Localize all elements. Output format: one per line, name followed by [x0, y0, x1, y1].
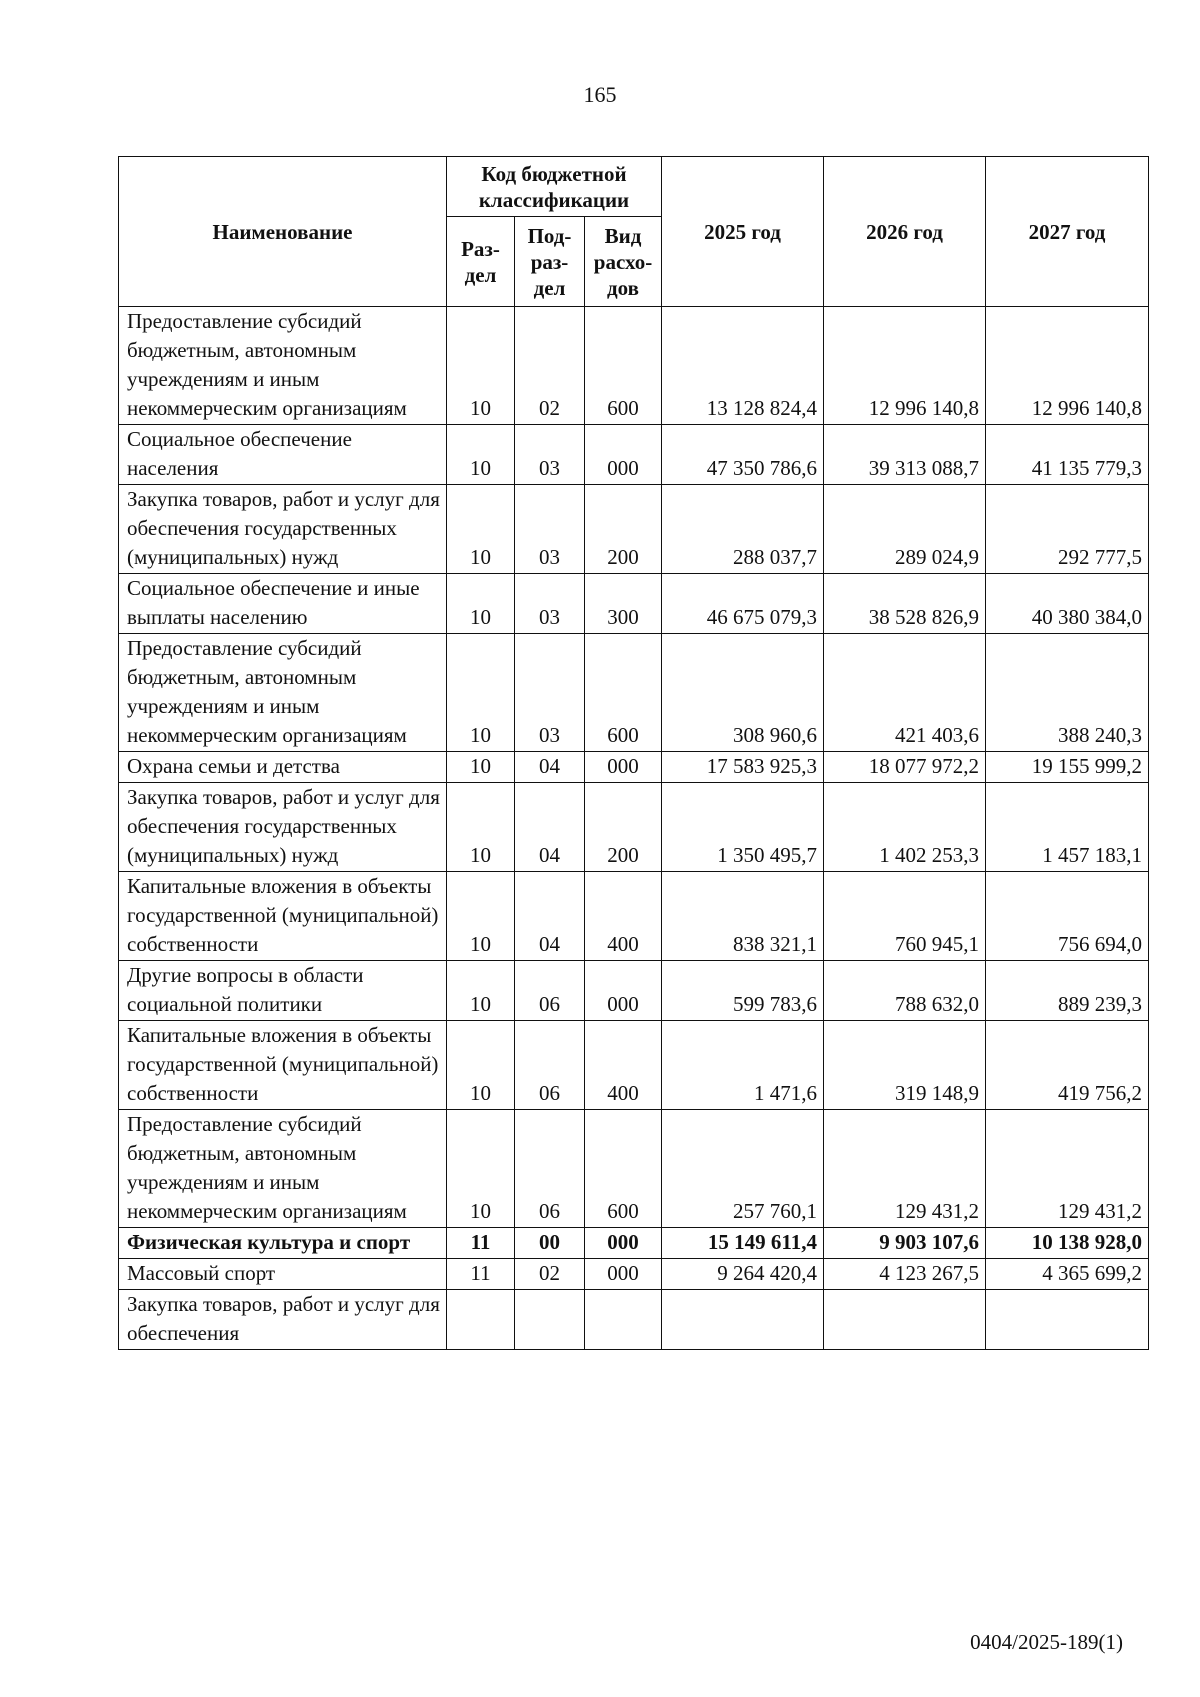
- cell-2026: 1 402 253,3: [824, 783, 986, 872]
- header-name: Наименование: [119, 157, 447, 307]
- cell-expense-type: 600: [585, 1110, 662, 1228]
- cell-2026: 39 313 088,7: [824, 425, 986, 485]
- cell-2025: 9 264 420,4: [662, 1259, 824, 1290]
- cell-section: 10: [447, 634, 515, 752]
- table-row: [119, 1259, 1149, 1290]
- table-row: [119, 872, 1149, 961]
- cell-2026: 9 903 107,6: [824, 1228, 986, 1259]
- cell-2027: 292 777,5: [986, 485, 1149, 574]
- cell-2026: [824, 1290, 986, 1350]
- cell-2026: 289 024,9: [824, 485, 986, 574]
- header-code-group: Код бюджетной классификации: [447, 157, 662, 217]
- cell-expense-type: 000: [585, 961, 662, 1021]
- header-expense-type: Вид расхо-дов: [585, 217, 662, 307]
- cell-2025: 15 149 611,4: [662, 1228, 824, 1259]
- cell-section: 11: [447, 1259, 515, 1290]
- cell-name: Охрана семьи и детства: [119, 752, 447, 783]
- cell-2025: 257 760,1: [662, 1110, 824, 1228]
- header-section: Раз-дел: [447, 217, 515, 307]
- cell-2027: 419 756,2: [986, 1021, 1149, 1110]
- header-year-2025: 2025 год: [662, 157, 824, 307]
- table-row: [119, 1290, 1149, 1350]
- cell-subsection: 06: [515, 961, 585, 1021]
- cell-expense-type: 300: [585, 574, 662, 634]
- table-row: [119, 1110, 1149, 1228]
- cell-2025: 838 321,1: [662, 872, 824, 961]
- cell-expense-type: 600: [585, 307, 662, 425]
- cell-2027: 1 457 183,1: [986, 783, 1149, 872]
- table-row: [119, 961, 1149, 1021]
- cell-subsection: 06: [515, 1110, 585, 1228]
- cell-2026: 421 403,6: [824, 634, 986, 752]
- cell-expense-type: 000: [585, 1259, 662, 1290]
- cell-name: Массовый спорт: [119, 1259, 447, 1290]
- cell-name: Социальное обеспечение и иные выплаты населению: [119, 574, 447, 634]
- cell-expense-type: 400: [585, 872, 662, 961]
- cell-subsection: 04: [515, 872, 585, 961]
- cell-2025: 47 350 786,6: [662, 425, 824, 485]
- cell-2025: 288 037,7: [662, 485, 824, 574]
- table-row: [119, 752, 1149, 783]
- cell-section: 10: [447, 574, 515, 634]
- cell-2027: 10 138 928,0: [986, 1228, 1149, 1259]
- cell-2025: [662, 1290, 824, 1350]
- budget-table: [118, 156, 1149, 1350]
- cell-2025: 308 960,6: [662, 634, 824, 752]
- cell-name: Физическая культура и спорт: [119, 1228, 447, 1259]
- cell-subsection: 03: [515, 485, 585, 574]
- cell-subsection: 00: [515, 1228, 585, 1259]
- cell-2027: 388 240,3: [986, 634, 1149, 752]
- cell-2025: 599 783,6: [662, 961, 824, 1021]
- cell-name: Капитальные вложения в объекты государственной (муниципальной) собственности: [119, 1021, 447, 1110]
- table-body: [119, 307, 1149, 1350]
- cell-section: 10: [447, 1110, 515, 1228]
- header-year-2026: 2026 год: [824, 157, 986, 307]
- footer-document-code: 0404/2025-189(1): [970, 1630, 1123, 1654]
- cell-section: 10: [447, 961, 515, 1021]
- table-row: [119, 1021, 1149, 1110]
- cell-subsection: [515, 1290, 585, 1350]
- header-row-top: [119, 157, 1149, 217]
- cell-2025: 13 128 824,4: [662, 307, 824, 425]
- cell-section: 11: [447, 1228, 515, 1259]
- cell-section: 10: [447, 783, 515, 872]
- cell-name: Социальное обеспечение населения: [119, 425, 447, 485]
- table-row: [119, 574, 1149, 634]
- cell-2026: 38 528 826,9: [824, 574, 986, 634]
- cell-subsection: 02: [515, 307, 585, 425]
- cell-expense-type: 200: [585, 783, 662, 872]
- cell-2025: 1 471,6: [662, 1021, 824, 1110]
- cell-2026: 788 632,0: [824, 961, 986, 1021]
- cell-section: 10: [447, 307, 515, 425]
- table-row: [119, 783, 1149, 872]
- header-year-2027: 2027 год: [986, 157, 1149, 307]
- cell-expense-type: 200: [585, 485, 662, 574]
- cell-expense-type: 000: [585, 1228, 662, 1259]
- cell-expense-type: 400: [585, 1021, 662, 1110]
- cell-2025: 1 350 495,7: [662, 783, 824, 872]
- cell-2027: 41 135 779,3: [986, 425, 1149, 485]
- cell-subsection: 04: [515, 752, 585, 783]
- cell-subsection: 06: [515, 1021, 585, 1110]
- cell-section: 10: [447, 485, 515, 574]
- cell-2027: 40 380 384,0: [986, 574, 1149, 634]
- cell-name: Предоставление субсидий бюджетным, автономным учреждениям и иным некоммерческим организациям: [119, 1110, 447, 1228]
- cell-2025: 46 675 079,3: [662, 574, 824, 634]
- cell-subsection: 04: [515, 783, 585, 872]
- cell-2027: [986, 1290, 1149, 1350]
- cell-name: Закупка товаров, работ и услуг для обеспечения: [119, 1290, 447, 1350]
- header-subsection: Под-раз-дел: [515, 217, 585, 307]
- cell-2026: 12 996 140,8: [824, 307, 986, 425]
- cell-name: Предоставление субсидий бюджетным, автономным учреждениям и иным некоммерческим организациям: [119, 634, 447, 752]
- table-row: [119, 634, 1149, 752]
- cell-section: 10: [447, 425, 515, 485]
- table-row: [119, 485, 1149, 574]
- cell-subsection: 03: [515, 574, 585, 634]
- cell-2025: 17 583 925,3: [662, 752, 824, 783]
- cell-2027: 756 694,0: [986, 872, 1149, 961]
- cell-2026: 4 123 267,5: [824, 1259, 986, 1290]
- cell-name: Закупка товаров, работ и услуг для обеспечения государственных (муниципальных) нужд: [119, 783, 447, 872]
- cell-expense-type: 000: [585, 425, 662, 485]
- cell-name: Закупка товаров, работ и услуг для обеспечения государственных (муниципальных) нужд: [119, 485, 447, 574]
- cell-2026: 129 431,2: [824, 1110, 986, 1228]
- cell-section: [447, 1290, 515, 1350]
- cell-name: Другие вопросы в области социальной политики: [119, 961, 447, 1021]
- cell-2026: 319 148,9: [824, 1021, 986, 1110]
- cell-section: 10: [447, 1021, 515, 1110]
- cell-subsection: 03: [515, 425, 585, 485]
- cell-2027: 4 365 699,2: [986, 1259, 1149, 1290]
- cell-2026: 18 077 972,2: [824, 752, 986, 783]
- page-number: 165: [583, 82, 617, 107]
- cell-2027: 889 239,3: [986, 961, 1149, 1021]
- cell-2027: 19 155 999,2: [986, 752, 1149, 783]
- cell-2027: 12 996 140,8: [986, 307, 1149, 425]
- table-row: [119, 1228, 1149, 1259]
- cell-section: 10: [447, 752, 515, 783]
- table-row: [119, 307, 1149, 425]
- cell-name: Капитальные вложения в объекты государственной (муниципальной) собственности: [119, 872, 447, 961]
- cell-section: 10: [447, 872, 515, 961]
- cell-subsection: 02: [515, 1259, 585, 1290]
- cell-expense-type: 600: [585, 634, 662, 752]
- cell-2026: 760 945,1: [824, 872, 986, 961]
- cell-2027: 129 431,2: [986, 1110, 1149, 1228]
- cell-name: Предоставление субсидий бюджетным, автономным учреждениям и иным некоммерческим организациям: [119, 307, 447, 425]
- cell-expense-type: 000: [585, 752, 662, 783]
- cell-subsection: 03: [515, 634, 585, 752]
- cell-expense-type: [585, 1290, 662, 1350]
- table-row: [119, 425, 1149, 485]
